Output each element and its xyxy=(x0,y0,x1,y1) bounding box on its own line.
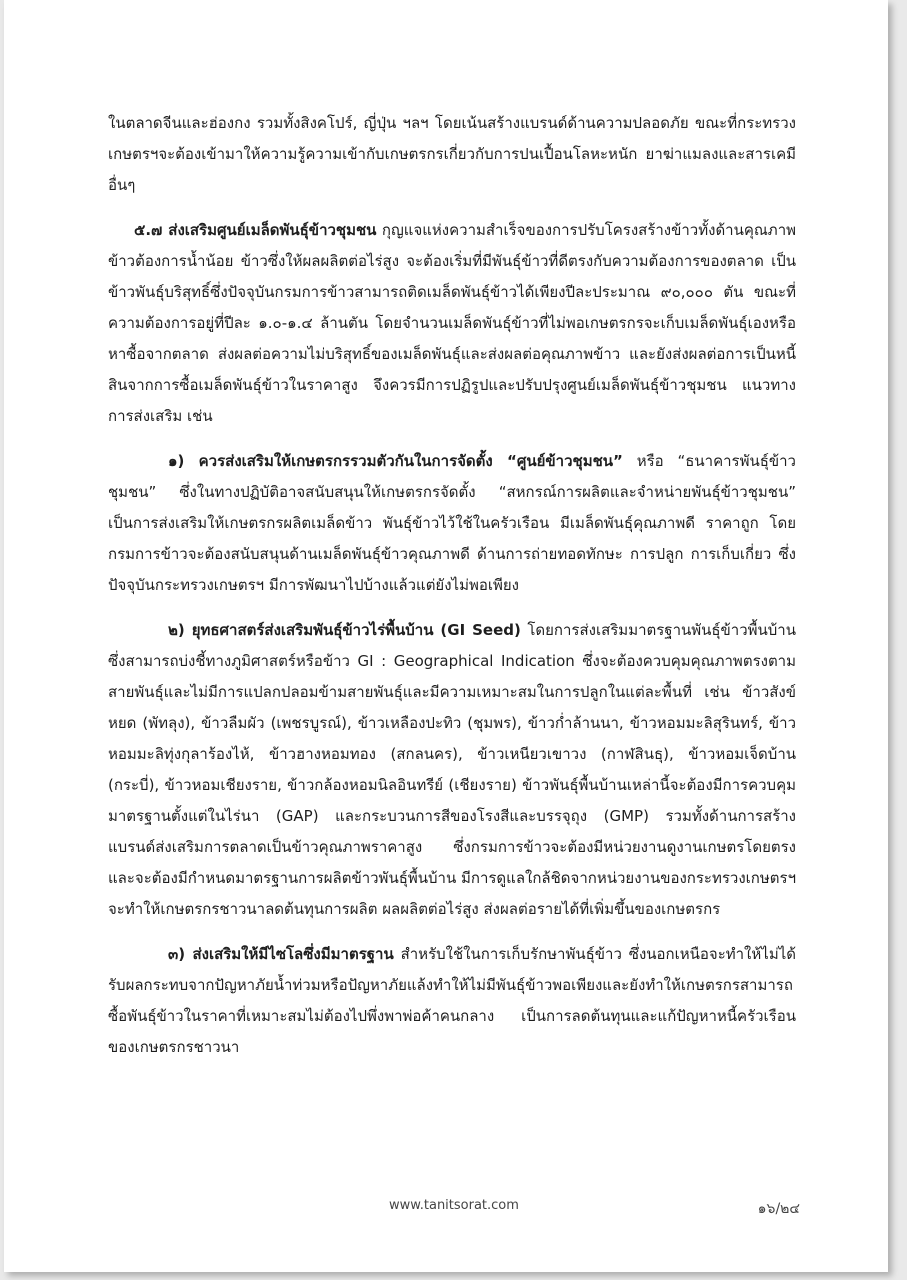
paragraph-section-5-7 xyxy=(108,215,796,432)
item-3-heading: ๓) ส่งเสริมให้มีไซโลซึ่งมีมาตรฐาน xyxy=(168,945,394,963)
section-text: กุญแจแห่งความสำเร็จของการปรับโครงสร้างข้าวทั้งด้านคุณภาพข้าวต้องการน้ำน้อย ข้าวซึ่งให้ผลผลิตต่อไร่สูง จะต้องเริ่มที่มีพันธุ์ข้าวที่ดีตรงกับความต้องการของตลาด เป็นข้าวพันธุ์บริสุทธิ์ซึ่งปัจจุบันกรมการข้าวสามารถติดเมล็ดพันธุ์ข้าวได้เพียงปีละประมาณ ๙๐,๐๐๐ ตัน ขณะที่ความต้องการอยู่ที่ปีละ ๑.๐-๑.๔ ล้านตัน โดยจำนวนเมล็ดพันธุ์ข้าวที่ไม่พอเกษตรกรจะเก็บเมล็ดพันธุ์เองหรือหาซื้อจากตลาด ส่งผลต่อความไม่บริสุทธิ์ของเมล็ดพันธุ์และส่งผลต่อคุณภาพข้าว และยังส่งผลต่อการเป็นหนี้สินจากการซื้อเมล็ดพันธุ์ข้าวในราคาสูง จึงควรมีการปฏิรูปและปรับปรุงศูนย์เมล็ดพันธุ์ข้าวชุมชน แนวทางการส่งเสริม เช่น xyxy=(108,221,797,425)
item-3-text: สำหรับใช้ในการเก็บรักษาพันธุ์ข้าว ซึ่งนอกเหนือจะทำให้ไม่ได้รับผลกระทบจากปัญหาภัยน้ำท่วมหรือปัญหาภัยแล้งทำให้ไม่มีพันธุ์ข้าวพอเพียงและยังทำให้เกษตรกรสามารถซื้อพันธุ์ข้าวในราคาที่เหมาะสมไม่ต้องไปพึ่งพาพ่อค้าคนกลาง เป็นการลดต้นทุนและแก้ปัญหาหนี้ครัวเรือนของเกษตรกรชาวนา xyxy=(108,945,796,1056)
paragraph-item-2 xyxy=(108,615,796,925)
paragraph-item-3 xyxy=(108,939,796,1063)
item-2-text: โดยการส่งเสริมมาตรฐานพันธุ์ข้าวพื้นบ้านซึ่งสามารถบ่งชี้ทางภูมิศาสตร์หรือข้าว GI : Geographical Indication ซึ่งจะต้องควบคุมคุณภาพตรงตามสายพันธุ์และไม่มีการแปลกปลอมข้ามสายพันธุ์และมีความเหมาะสมในการปลูกในแต่ละพื้นที่ เช่น ข้าวสังข์หยด (พัทลุง), ข้าวลืมผัว (เพชรบูรณ์), ข้าวเหลืองปะทิว (ชุมพร), ข้าวก่ำล้านนา, ข้าวหอมมะลิสุรินทร์, ข้าวหอมมะลิทุ่งกุลาร้องไห้, ข้าวฮางหอมทอง (สกลนคร), ข้าวเหนียวเขาวง (กาฬสินธุ), ข้าวหอมเจ็ดบ้าน (กระบี่), ข้าวหอมเชียงราย, ข้าวกล้องหอมนิลอินทรีย์ (เชียงราย) ข้าวพันธุ์พื้นบ้านเหล่านี้จะต้องมีการควบคุมมาตรฐานตั้งแต่ในไร่นา (GAP) และกระบวนการสีของโรงสีและบรรจุถุง (GMP) รวมทั้งด้านการสร้างแบรนด์ส่งเสริมการตลาดเป็นข้าวคุณภาพราคาสูง ซึ่งกรมการข้าวจะต้องมีหน่วยงานดูงานเกษตรโดยตรง และจะต้องมีกำหนดมาตรฐานการผลิตข้าวพันธุ์พื้นบ้าน มีการดูแลใกล้ชิดจากหน่วยงานของกระทรวงเกษตรฯ จะทำให้เกษตรกรชาวนาลดต้นทุนการผลิต ผลผลิตต่อไร่สูง ส่งผลต่อรายได้ที่เพิ่มขึ้นของเกษตรกร xyxy=(108,621,796,918)
item-1-text: หรือ “ธนาคารพันธุ์ข้าวชุมชน” ซึ่งในทางปฏิบัติอาจสนับสนุนให้เกษตรกรจัดตั้ง “สหกรณ์การผลิตและจำหน่ายพันธุ์ข้าวชุมชน” เป็นการส่งเสริมให้เกษตรกรผลิตเมล็ดข้าว พันธุ์ข้าวไว้ใช้ในครัวเรือน มีเมล็ดพันธุ์คุณภาพดี ราคาถูก โดยกรมการข้าวจะต้องสนับสนุนด้านเมล็ดพันธุ์ข้าวคุณภาพดี ด้านการถ่ายทอดทักษะ การปลูก การเก็บเกี่ยว ซึ่งปัจจุบันกระทรวงเกษตรฯ มีการพัฒนาไปบ้างแล้วแต่ยังไม่พอเพียง xyxy=(108,452,796,594)
document-body xyxy=(108,108,796,1063)
item-2-heading: ๒) ยุทธศาสตร์ส่งเสริมพันธุ์ข้าวไร่พื้นบ้าน (GI Seed) xyxy=(168,621,521,639)
footer-website: www.tanitsorat.com xyxy=(389,1198,519,1213)
document-page xyxy=(4,0,888,1272)
paragraph-item-1 xyxy=(108,446,796,601)
item-1-heading: ๑) ควรส่งเสริมให้เกษตรกรรวมตัวกันในการจัดตั้ง “ศูนย์ข้าวชุมชน” xyxy=(168,452,623,470)
page-number: ๑๖/๒๔ xyxy=(757,1201,800,1217)
section-heading: ๕.๗ ส่งเสริมศูนย์เมล็ดพันธุ์ข้าวชุมชน xyxy=(134,221,377,239)
paragraph-intro: ในตลาดจีนและฮ่องกง รวมทั้งสิงคโปร์, ญี่ปุ่น ฯลฯ โดยเน้นสร้างแบรนด์ด้านความปลอดภัย ขณะที่กระทรวงเกษตรฯจะต้องเข้ามาให้ความรู้ความเข้ากับเกษตรกรเกี่ยวกับการปนเปื้อนโลหะหนัก ยาฆ่าแมลงและสารเคมีอื่นๆ xyxy=(108,114,796,194)
